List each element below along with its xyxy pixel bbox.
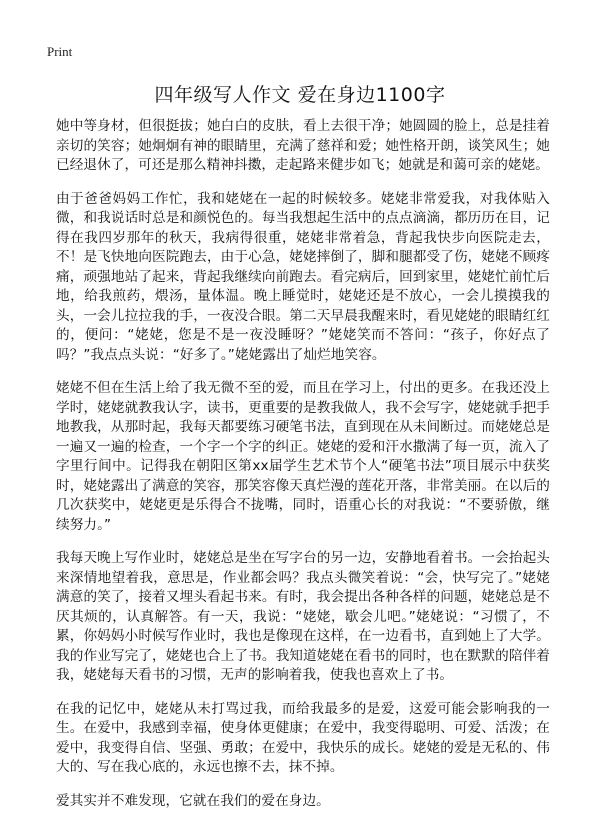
paragraph-4: 我每天晚上写作业时，姥姥总是坐在写字台的另一边，安静地看着书。一会抬起头来深情地望着我，意思是，作业都会吗？我点头微笑着说：“会，快写完了。”姥姥满意的笑了，接着又埋头看起书来。有时，我会提出各种各样的问题，姥姥总是不厌其烦的，认真解答。有一天，我说：“姥姥，歇会儿吧。”姥姥说：“习惯了，不累，你妈妈小时候写作业时，我也是像现在这样，在一边看书，直到她上了大学。我的作业写完了，姥姥也合上了书。我知道姥姥在看书的同时，也在默默的陪伴着我，姥姥每天看书的习惯，无声的影响着我，使我也喜欢上了书。 <box>56 550 550 683</box>
paragraph-2: 由于爸爸妈妈工作忙，我和姥姥在一起的时候较多。姥姥非常爱我，对我体贴入微，和我说话时总是和颜悦色的。每当我想起生活中的点点滴滴，都历历在目，记得在我四岁那年的秋天，我病得很重，姥姥非常着急，背起我快步向医院走去，不！是飞快地向医院跑去，由于心急，姥姥摔倒了，脚和腿都受了伤，姥姥不顾疼痛，顽强地站了起来，背起我继续向前跑去。看完病后，回到家里，姥姥忙前忙后地，给我煎药，煨汤，量体温。晚上睡觉时，姥姥还是不放心，一会儿摸摸我的头，一会儿拉拉我的手，一夜没合眼。第二天早晨我醒来时，看见姥姥的眼睛红红的，便问：“姥姥，您是不是一夜没睡呀？”姥姥笑而不答问：“孩子，你好点了吗？”我点点头说：“好多了。”姥姥露出了灿烂地笑容。 <box>56 190 550 363</box>
paragraph-1: 她中等身材，但很挺拔；她白白的皮肤，看上去很干净；她圆圆的脸上，总是挂着亲切的笑容；她炯炯有神的眼睛里，充满了慈祥和爱；她性格开朗，谈笑风生；她已经退休了，可还是那么精神抖擞，走起路来健步如飞；她就是和蔼可亲的姥姥。 <box>56 118 550 173</box>
paragraph-5: 在我的记忆中，姥姥从未打骂过我，而给我最多的是爱，这爱可能会影响我的一生。在爱中，我感到幸福，使身体更健康；在爱中，我变得聪明、可爱、活泼；在爱中，我变得自信、坚强、勇敢；在爱中，我快乐的成长。姥姥的爱是无私的、伟大的、写在我心底的，永远也擦不去，抹不掉。 <box>56 700 550 775</box>
print-link[interactable]: Print <box>47 44 73 59</box>
article-body <box>56 117 550 825</box>
paragraph-3: 姥姥不但在生活上给了我无微不至的爱，而且在学习上，付出的更多。在我还没上学时，姥姥就教我认字，读书，更重要的是教我做人，我不会写字，姥姥就手把手地教我，从那时起，我每天都要练习硬笔书法，直到现在从未间断过。而姥姥总是一遍又一遍的检查，一个字一个字的纠正。姥姥的爱和汗水撒满了每一页，流入了字里行间中。记得我在朝阳区第xx届学生艺术节个人“硬笔书法”项目展示中获奖时，姥姥露出了满意的笑容，那笑容像天真烂漫的莲花开落，非常美丽。在以后的几次获奖中，姥姥更是乐得合不拢嘴，同时，语重心长的对我说：“不要骄傲，继续努力。” <box>56 380 550 533</box>
paragraph-6: 爱其实并不难发现，它就在我们的爱在身边。 <box>56 792 330 809</box>
article-title: 四年级写人作文 爱在身边1100字 <box>154 84 446 106</box>
